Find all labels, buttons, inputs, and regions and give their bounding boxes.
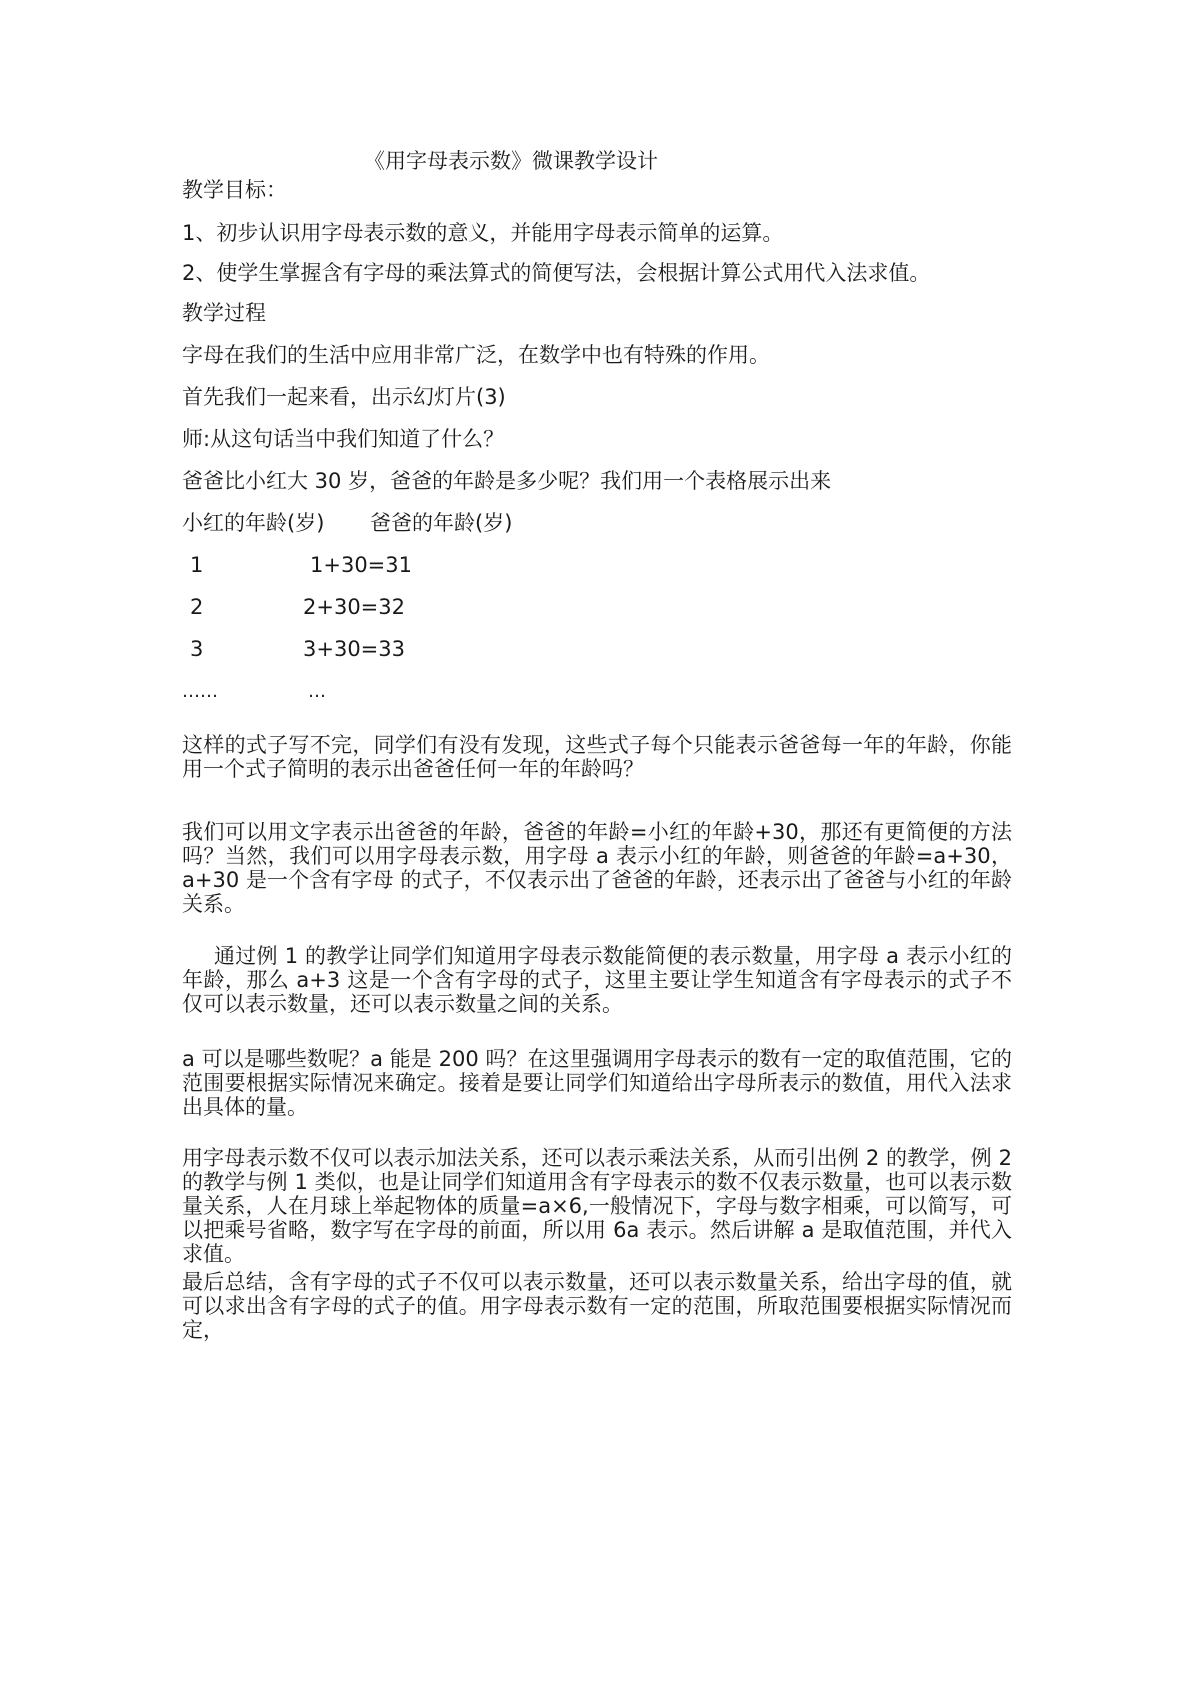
intro-line: 字母在我们的生活中应用非常广泛，在数学中也有特殊的作用。 <box>182 343 770 367</box>
table-cell: 2 <box>190 595 204 619</box>
table-header: 爸爸的年龄(岁) <box>370 511 513 535</box>
table-cell: …… <box>182 681 218 702</box>
table-cell: 1+30=31 <box>310 553 412 577</box>
intro-line: 首先我们一起来看，出示幻灯片(3) <box>182 385 506 409</box>
table-cell: … <box>308 681 326 702</box>
document-title: 《用字母表示数》微课教学设计 <box>364 149 658 173</box>
objective-item: 1、初步认识用字母表示数的意义，并能用字母表示简单的运算。 <box>182 221 784 245</box>
table-header: 小红的年龄(岁) <box>182 511 325 535</box>
body-paragraph: 通过例 1 的教学让同学们知道用字母表示数能简便的表示数量，用字母 a 表示小红的年龄，那么 a+3 这是一个含有字母的式子，这里主要让学生知道含有字母表示的式子不仅可以表示数量，还可以表示数量之间的关系。 <box>182 944 1012 1016</box>
intro-line: 师:从这句话当中我们知道了什么？ <box>182 427 505 451</box>
objective-item: 2、使学生掌握含有字母的乘法算式的简便写法，会根据计算公式用代入法求值。 <box>182 261 931 285</box>
process-heading: 教学过程 <box>182 301 266 325</box>
body-paragraph: 最后总结，含有字母的式子不仅可以表示数量，还可以表示数量关系，给出字母的值，就可以求出含有字母的式子的值。用字母表示数有一定的范围，所取范围要根据实际情况而定， <box>182 1270 1012 1342</box>
table-cell: 1 <box>190 553 204 577</box>
body-paragraph: 我们可以用文字表示出爸爸的年龄，爸爸的年龄=小红的年龄+30，那还有更简便的方法吗？当然，我们可以用字母表示数，用字母 a 表示小红的年龄，则爸爸的年龄=a+30，a+30 是一个含有字母 的式子，不仅表示出了爸爸的年龄，还表示出了爸爸与小红的年龄关系。 <box>182 820 1012 916</box>
table-cell: 2+30=32 <box>303 595 405 619</box>
body-paragraph: a 可以是哪些数呢？a 能是 200 吗？在这里强调用字母表示的数有一定的取值范围，它的范围要根据实际情况来确定。接着是要让同学们知道给出字母所表示的数值，用代入法求出具体的量。 <box>182 1047 1012 1119</box>
intro-line: 爸爸比小红大 30 岁，爸爸的年龄是多少呢？我们用一个表格展示出来 <box>182 469 832 493</box>
body-paragraph: 这样的式子写不完，同学们有没有发现，这些式子每个只能表示爸爸每一年的年龄，你能用一个式子简明的表示出爸爸任何一年的年龄吗？ <box>182 733 1012 781</box>
body-paragraph: 用字母表示数不仅可以表示加法关系，还可以表示乘法关系，从而引出例 2 的教学，例 2 的教学与例 1 类似，也是让同学们知道用含有字母表示的数不仅表示数量，也可以表示数量关系，人在月球上举起物体的质量=a×6,一般情况下，字母与数字相乘，可以简写，可以把乘号省略，数字写在字母的前面，所以用 6a 表示。然后讲解 a 是取值范围，并代入求值。 <box>182 1146 1012 1266</box>
table-cell: 3 <box>190 637 204 661</box>
table-cell: 3+30=33 <box>303 637 405 661</box>
objectives-heading: 教学目标： <box>182 178 287 202</box>
